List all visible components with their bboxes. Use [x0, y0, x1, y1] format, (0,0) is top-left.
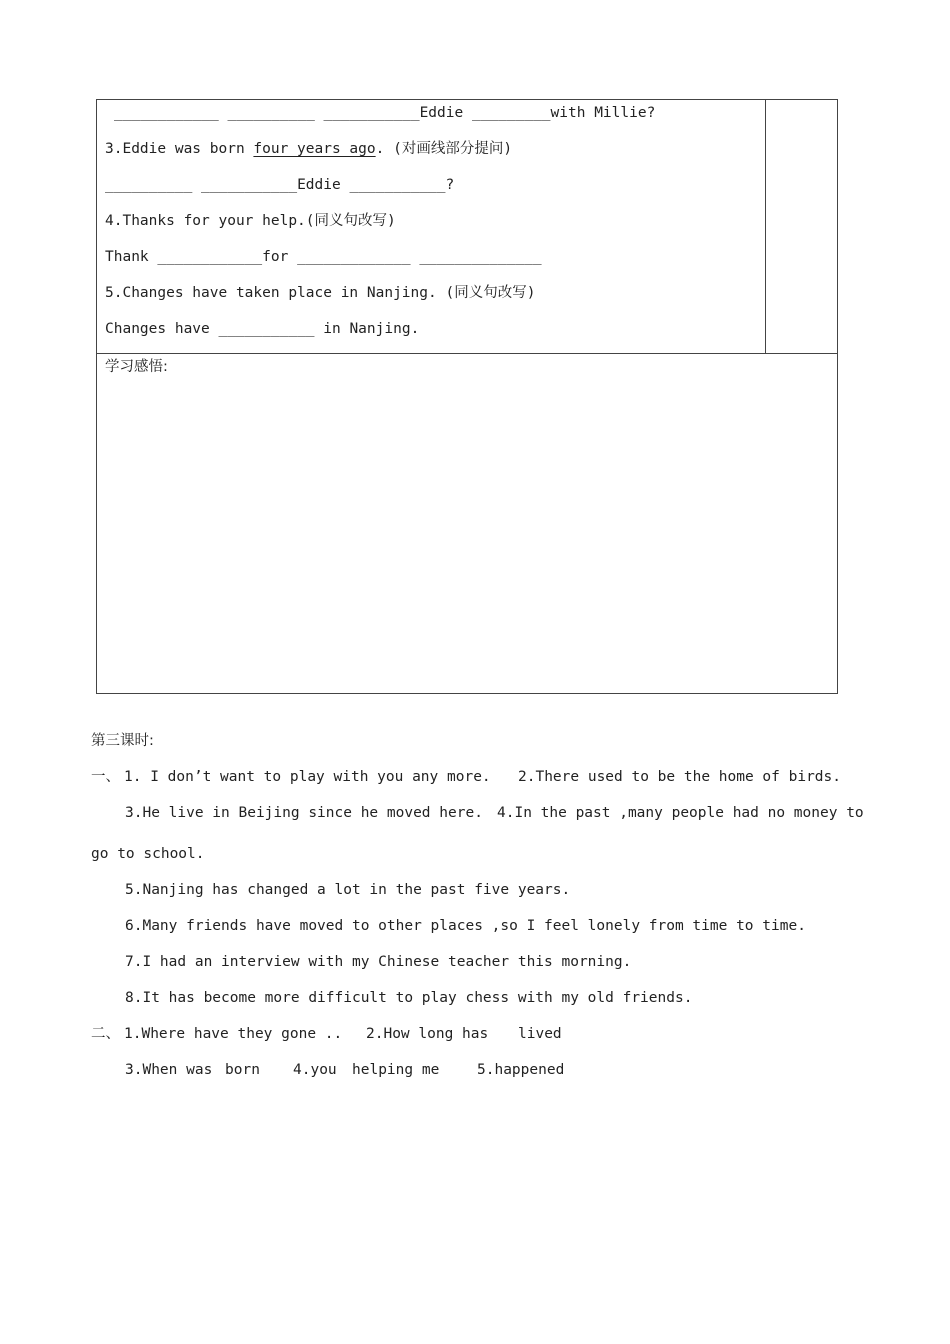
q5-start: Changes have	[105, 321, 210, 337]
answer-2-4a: 4.you	[293, 1062, 337, 1078]
answer-1-6: 6.Many friends have moved to other places ,so I feel lonely from time to time.	[125, 918, 806, 934]
answer-2-5: 5.happened	[477, 1062, 565, 1078]
answer-1-8: 8.It has become more difficult to play chess with my old friends.	[125, 990, 693, 1006]
q3-suffix: . (对画线部分提问)	[375, 141, 513, 157]
q5-answer-line	[105, 320, 419, 338]
answer-2-4b: helping me	[352, 1062, 440, 1078]
answer-1-3: 3.He live in Beijing since he moved here.	[125, 805, 483, 821]
q4-answer-line	[105, 248, 542, 266]
q2-rest: with Millie?	[550, 105, 656, 121]
q2-blank-1[interactable]: ____________	[114, 105, 219, 121]
q5-question: 5.Changes have taken place in Nanjing. (同义句改写)	[105, 285, 536, 301]
q4-start: Thank	[105, 249, 149, 265]
answer-1-7: 7.I had an interview with my Chinese teacher this morning.	[125, 954, 632, 970]
reflection-label: 学习感悟:	[105, 359, 168, 375]
answers-heading: 第三课时:	[91, 733, 154, 749]
q3-name: Eddie	[297, 177, 341, 193]
answer-2-2a: 2.How long has	[366, 1026, 489, 1042]
answer-2-3a: 3.When was	[125, 1062, 213, 1078]
q3-blank-2[interactable]: ___________	[201, 177, 298, 193]
reflection-box[interactable]	[96, 353, 838, 694]
q2-blank-4[interactable]: _________	[471, 105, 551, 121]
exercise-score-column	[765, 99, 838, 354]
answer-1-2: 2.There used to be the home of birds.	[518, 769, 842, 785]
q4-blank-2[interactable]: _____________	[297, 249, 411, 265]
answer-2-3b: born	[225, 1062, 260, 1078]
answer-1-4: 4.In the past ,many people had no money to	[497, 805, 864, 821]
q5-blank[interactable]: ___________	[218, 321, 315, 337]
q3-underlined: four years ago	[253, 141, 376, 157]
q3-blank-3[interactable]: ___________	[349, 177, 446, 193]
part2-marker: 二、	[91, 1026, 120, 1042]
q2-answer-line	[114, 104, 655, 122]
part1-marker: 一、	[91, 769, 120, 785]
q2-name: Eddie	[419, 105, 464, 121]
q2-blank-2[interactable]: __________	[227, 105, 315, 121]
q3-blank-1[interactable]: __________	[105, 177, 193, 193]
answer-1-5: 5.Nanjing has changed a lot in the past five years.	[125, 882, 571, 898]
q2-blank-3[interactable]: ___________	[323, 105, 420, 121]
q4-question: 4.Thanks for your help.(同义句改写)	[105, 213, 396, 229]
answer-2-2b: lived	[518, 1026, 562, 1042]
q3-prefix: 3.Eddie was born	[105, 141, 254, 157]
answer-2-1: 1.Where have they gone ..	[124, 1026, 343, 1042]
answer-1-4-continued: go to school.	[91, 846, 205, 862]
q3-answer-line	[105, 176, 454, 194]
q3-question	[105, 140, 512, 158]
q3-end: ?	[445, 177, 455, 193]
q4-blank-3[interactable]: ______________	[419, 249, 542, 265]
q4-blank-1[interactable]: ____________	[157, 249, 263, 265]
answer-1-1: 1. I don’t want to play with you any more.	[124, 769, 491, 785]
q4-word: for	[262, 249, 289, 265]
q5-end: in Nanjing.	[323, 321, 420, 337]
